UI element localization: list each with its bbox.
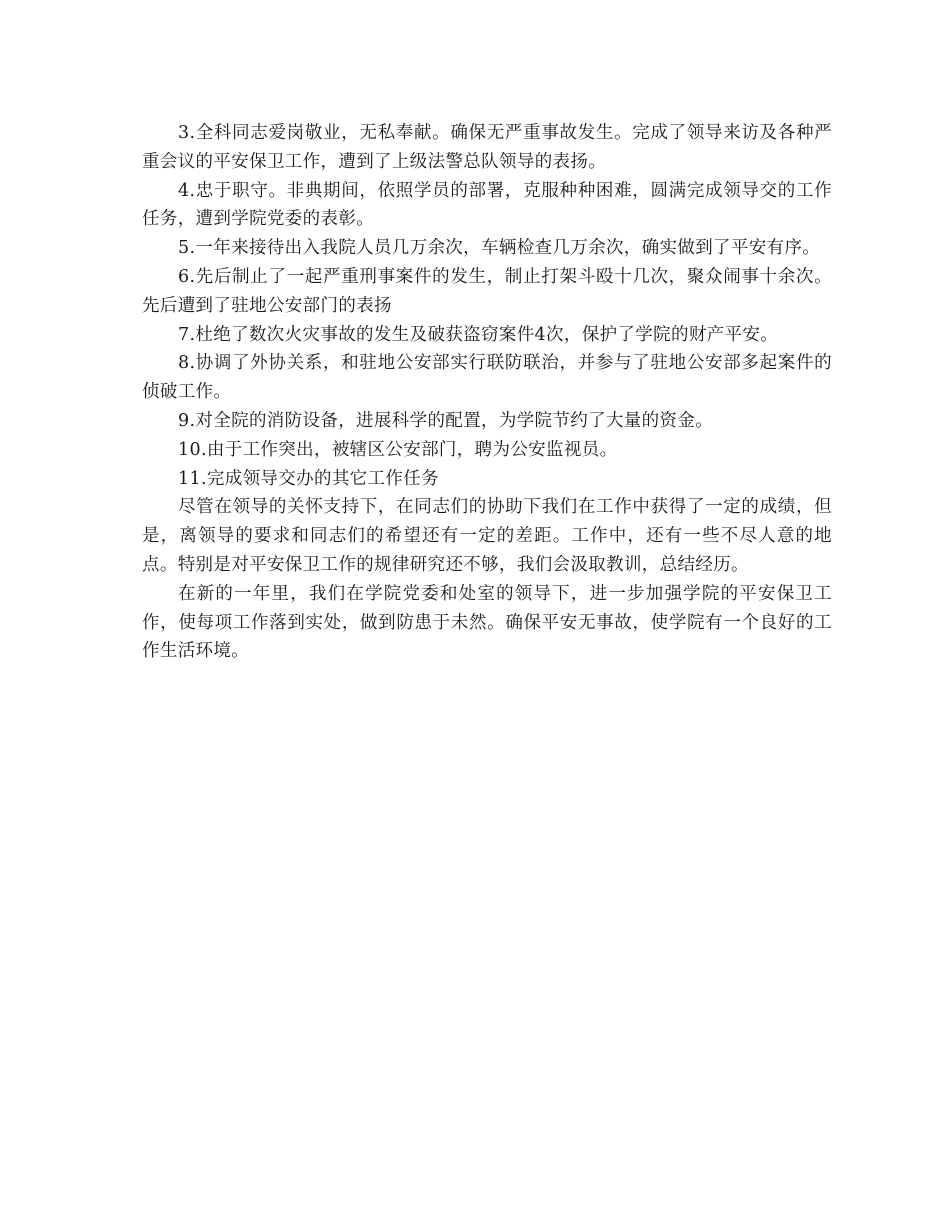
paragraph-outlook: 在新的一年里，我们在学院党委和处室的领导下，进一步加强学院的平安保卫工作，使每项工作落到实处，做到防患于未然。确保平安无事故，使学院有一个良好的工作生活环境。 <box>142 583 832 662</box>
paragraph-item-9: 9.对全院的消防设备，进展科学的配置，为学院节约了大量的资金。 <box>178 410 714 431</box>
paragraph-summary: 尽管在领导的关怀支持下，在同志们的协助下我们在工作中获得了一定的成绩，但是，离领导的要求和同志们的希望还有一定的差距。工作中，还有一些不尽人意的地点。特别是对平安保卫工作的规律研究还不够，我们会汲取教训，总结经历。 <box>142 497 832 575</box>
paragraph-item-7: 7.杜绝了数次火灾事故的发生及破获盗窃案件4次，保护了学院的财产平安。 <box>178 324 779 345</box>
paragraph-item-4: 4.忠于职守。非典期间，依照学员的部署，克服种种困难，圆满完成领导交的工作任务，遭到学院党委的表彰。 <box>142 180 832 230</box>
paragraph-item-10: 10.由于工作突出，被辖区公安部门，聘为公安监视员。 <box>178 439 618 460</box>
paragraph-item-11: 11.完成领导交办的其它工作任务 <box>178 468 439 489</box>
paragraph-item-5: 5.一年来接待出入我院人员几万余次，车辆检查几万余次，确实做到了平安有序。 <box>178 238 821 259</box>
paragraph-item-8: 8.协调了外协关系，和驻地公安部实行联防联治，并参与了驻地公安部多起案件的侦破工作。 <box>142 353 832 403</box>
paragraph-item-6: 6.先后制止了一起严重刑事案件的发生，制止打架斗殴十几次，聚众闹事十余次。先后遭到了驻地公安部门的表扬 <box>142 266 832 316</box>
paragraph-item-3: 3.全科同志爱岗敬业，无私奉献。确保无严重事故发生。完成了领导来访及各种严重会议的平安保卫工作，遭到了上级法警总队领导的表扬。 <box>142 123 832 172</box>
document-body <box>142 119 832 666</box>
